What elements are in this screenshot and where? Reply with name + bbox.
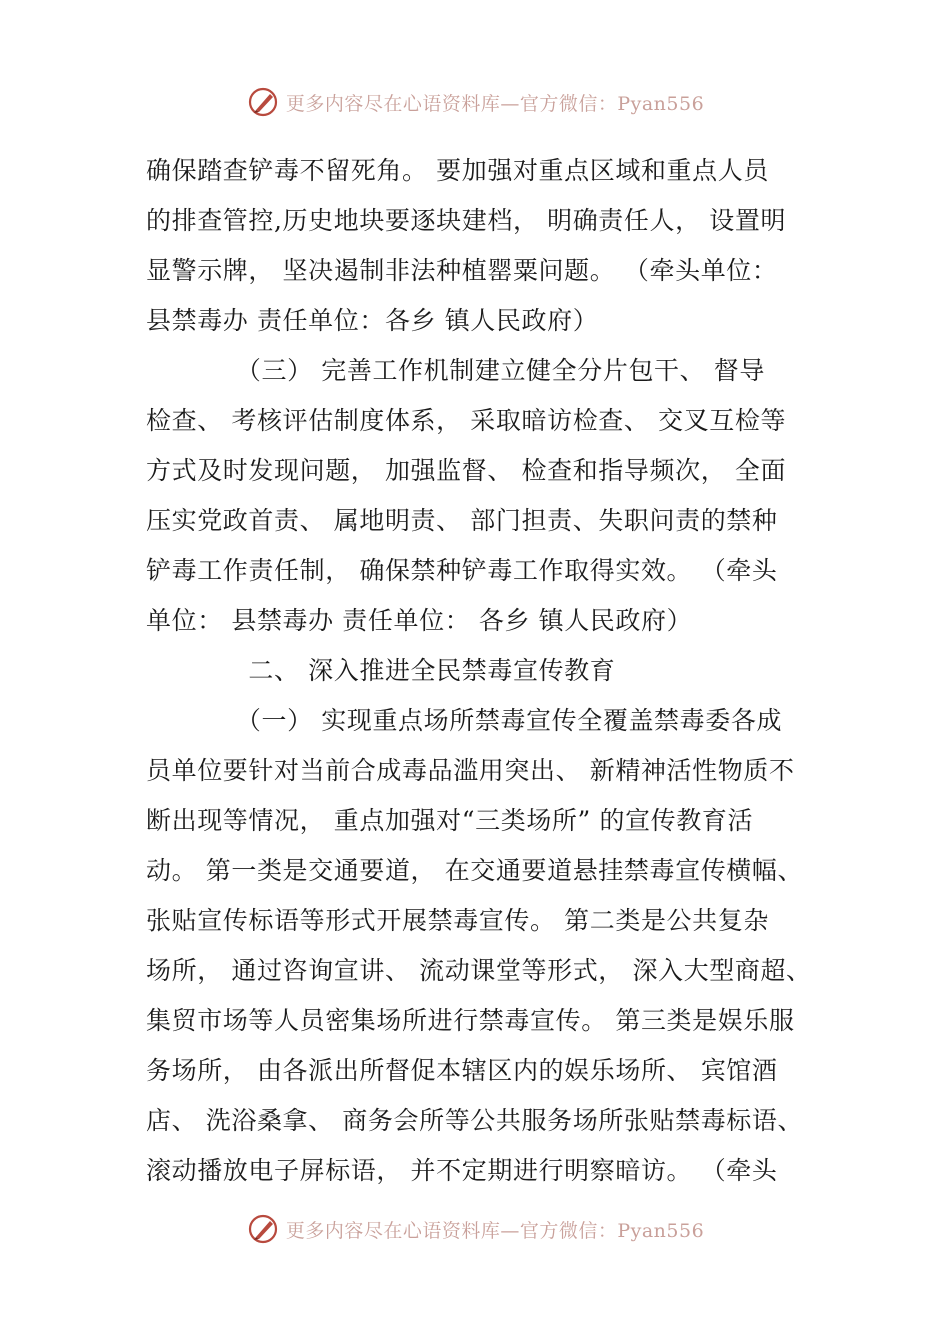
body-line: 压实党政首责、 属地明责、 部门担责、失职问责的禁种	[146, 506, 778, 535]
watermark-text: 更多内容尽在心语资料库—官方微信：Pyan556	[285, 1219, 705, 1242]
body-line: 县禁毒办 责任单位：各乡 镇人民政府）	[146, 306, 599, 335]
body-line: 动。 第一类是交通要道， 在交通要道悬挂禁毒宣传横幅、	[146, 856, 804, 885]
footer-watermark	[0, 1209, 950, 1249]
section-heading-line: （一） 实现重点场所禁毒宣传全覆盖禁毒委各成	[146, 706, 783, 735]
body-line: 的排查管控,历史地块要逐块建档， 明确责任人， 设置明	[146, 206, 787, 235]
body-line: 张贴宣传标语等形式开展禁毒宣传。 第二类是公共复杂	[146, 906, 769, 935]
chapter-heading-line: 二、 深入推进全民禁毒宣传教育	[146, 656, 616, 685]
body-line: 检查、 考核评估制度体系， 采取暗访检查、 交叉互检等	[146, 406, 787, 435]
pen-logo-icon	[246, 85, 280, 119]
body-line: 确保踏查铲毒不留死角。 要加强对重点区域和重点人员	[146, 156, 769, 185]
body-line: 方式及时发现问题， 加强监督、 检查和指导频次， 全面	[146, 456, 787, 485]
header-watermark	[0, 82, 950, 122]
document-body	[146, 146, 836, 1196]
body-line: 店、 洗浴桑拿、 商务会所等公共服务场所张贴禁毒标语、	[146, 1106, 804, 1135]
section-heading-line: （三） 完善工作机制建立健全分片包干、 督导	[146, 356, 765, 385]
watermark-text: 更多内容尽在心语资料库—官方微信：Pyan556	[285, 92, 705, 115]
body-line: 显警示牌， 坚决遏制非法种植罂粟问题。 （牵头单位：	[146, 256, 778, 285]
body-line: 务场所， 由各派出所督促本辖区内的娱乐场所、 宾馆酒	[146, 1056, 778, 1085]
body-line: 员单位要针对当前合成毒品滥用突出、 新精神活性物质不	[146, 756, 795, 785]
pen-logo-icon	[246, 1212, 280, 1246]
body-line: 单位： 县禁毒办 责任单位： 各乡 镇人民政府）	[146, 606, 693, 635]
body-line: 铲毒工作责任制， 确保禁种铲毒工作取得实效。 （牵头	[146, 556, 778, 585]
body-line: 集贸市场等人员密集场所进行禁毒宣传。 第三类是娱乐服	[146, 1006, 795, 1035]
body-line: 断出现等情况， 重点加强对“三类场所” 的宣传教育活	[146, 806, 754, 835]
body-line: 滚动播放电子屏标语， 并不定期进行明察暗访。 （牵头	[146, 1156, 778, 1185]
body-line: 场所， 通过咨询宣讲、 流动课堂等形式， 深入大型商超、	[146, 956, 812, 985]
